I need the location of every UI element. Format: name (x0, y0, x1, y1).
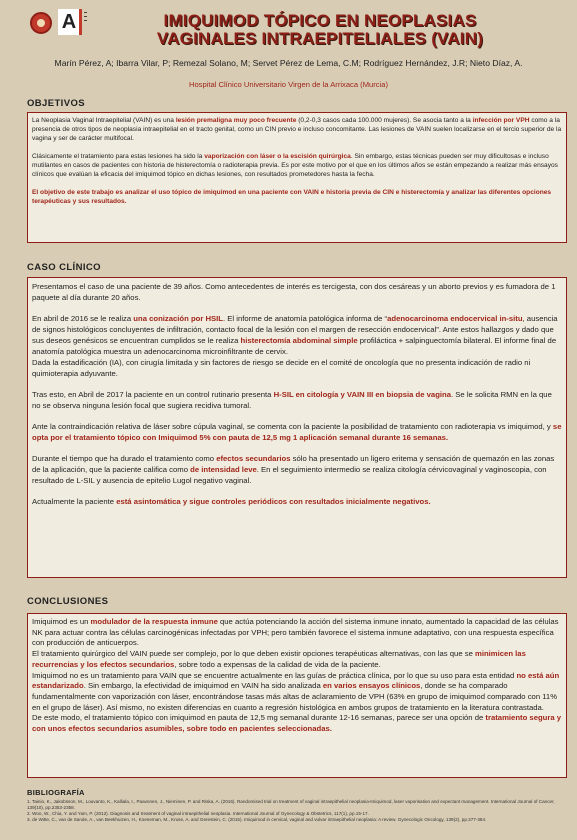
caso-paragraph (32, 357, 562, 379)
caso-paragraph (32, 389, 562, 411)
conclusiones-paragraph (32, 671, 562, 714)
text-run: El tratamiento quirúrgico del VAIN puede ser complejo, por lo que deben existir opciones terapéuticas alternativas, con las que se (32, 649, 475, 659)
poster-title-line1: IMIQUIMOD TÓPICO EN NEOPLASIAS (163, 11, 477, 30)
conclusiones-paragraph (32, 649, 562, 670)
highlighted-text: lesión premaligna muy poco frecuente (175, 117, 297, 124)
conclusiones-paragraph (32, 713, 562, 734)
highlighted-text: vaporización con láser o la escisión quirúrgica (204, 153, 351, 160)
text-run: . Sin embargo, estas técnicas pueden ser muy dificultosas e incluso mutilantes en casos de pacientes con historia de histerectomía o radioterapia previa. Es por este motivo por el que en los últimos años se están empezando a realizar más ensayos clínicos que evalúan la eficacia del imiquimod tópico en dichas lesiones, con resultados prometedores hasta la fecha. (32, 153, 558, 178)
text-run: Ante la contraindicación relativa de láser sobre cúpula vaginal, se comenta con la paciente la posibilidad de tratamiento con radioterapia vs imiquimod, y (32, 422, 553, 431)
text-run: Durante el tiempo que ha durado el tratamiento como (32, 454, 217, 463)
highlighted-text: minimicen las recurrencias y los efectos secundarios (32, 649, 526, 669)
bibliografia-item: 1. Tainio, K., Jakobsson, M., Louvanto, K., Kalliala, I., Paavonen, J., Nieminen, P. and Riska, A. (2016). Randomised trial on treatment of vaginal intraepithelial neoplasia-Imiquimod, laser vaporisation and expectant management. International Journal of Cancer, 139(10), pp.2353-2358. (27, 799, 555, 810)
text-run: sólo ha presentado un ligero eritema y sensación de quemazón en las zonas de la aplicación, que la paciente califica como (32, 454, 555, 474)
highlighted-text: se opta por el tratamiento tópico con Imiquimod 5% con pauta de 12,5 mg 1 aplicación semanal durante 16 semanas. (32, 422, 562, 442)
highlighted-text: modulador de la respuesta inmune (90, 617, 218, 626)
bibliografia-list (27, 799, 567, 823)
caso-title: CASO CLÍNICO (27, 262, 101, 273)
text-run: Tras esto, en Abril de 2017 la paciente en un control rutinario presenta (32, 390, 274, 399)
text-run: Clásicamente el tratamiento para estas lesiones ha sido la (32, 153, 205, 160)
highlighted-text: H-SIL en citología y VAIN III en biopsia de vagina (273, 390, 452, 399)
conclusiones-box (27, 613, 567, 778)
text-run: profiláctica + salpinguectomía bilateral. El informe final de anatomía patológica muestra un adenocarcinoma microinfiltrante de cervix. (32, 336, 557, 356)
text-run: La Neoplasia Vaginal Intraepitelial (VAIN) es una (32, 117, 176, 124)
bibliografia-title: BIBLIOGRAFÍA (27, 788, 85, 797)
text-run: . Se le solicita RMN en la que no se observa ninguna lesión focal que sugiera recidiva tumoral. (32, 390, 552, 410)
text-run: Imiquimod no es un tratamiento para VAIN que se encuentre actualmente en las guías de práctica clínica, por lo que su uso para esta entidad (32, 670, 517, 680)
caso-paragraph (32, 496, 562, 507)
objetivos-paragraph (32, 188, 562, 206)
authors: Marín Pérez, A; Ibarra Vilar, P; Remezal Solano, M; Servet Pérez de Lema, C.M; Rodríguez Hernández, J.R; Nieto Díaz, A. (54, 58, 523, 68)
poster-title (110, 12, 530, 48)
text-run: . En el seguimiento intermedio se realiza citología cérvicovaginal y vaginoscopia, con resultado de L-SIL y ausencia de epitelio Lugol negativo vaginal. (32, 465, 547, 485)
bibliografia-item: 3. de Witte, C., van de Sande, A., van Beekhuizen, H., Koeneman, M., Kruse, A. and Gerestein, C. (2015). Imiquimod in cervical, vaginal and vulvar intraepithelial neoplasia: A review. Gynecologic Oncology, 139(2), pp.377-384. (27, 816, 487, 822)
caso-paragraph (32, 313, 562, 357)
highlighted-text: no está aún estandarizado (32, 670, 560, 691)
text-run: Dada la estadificación (IA), con cirugía limitada y sin factores de riesgo se decide en el comité de oncología que no presenta indicación de radio ni quimioterapia adyuvante. (32, 358, 531, 378)
caso-box (27, 277, 567, 578)
highlighted-text: histerectomía abdominal simple (240, 336, 358, 345)
highlighted-text: de intensidad leve (190, 465, 257, 474)
text-run: En abril de 2016 se le realiza (32, 314, 134, 323)
text-run: , ausencia de signos histológicos concluyentes de infiltración, contacto focal de la lesión con el margen de resección endocervical”. Ante estos hallazgos y dado que sus deseos genésicos se encuentran cumplidos se le realiza (32, 314, 558, 345)
objetivos-box (27, 112, 567, 243)
objetivos-paragraph (32, 152, 562, 179)
poster-title-line2: VAGINALES INTRAEPITELIALES (VAIN) (156, 29, 484, 48)
text-run: (0,2-0,3 casos cada 100.000 mujeres). Se asocia tanto a la (296, 117, 473, 124)
objetivos-paragraph (32, 116, 562, 143)
text-run: , donde se ha comparado fundamentalmente con vaporización con láser, encontrándose tasas más altas de aclaramiento de VPH (63% en grupo de imiquimod comparado con 11% en el grupo de láser). Así mismo, no existen diferencias en cuanto a regresión histológica en ambos grupos de tratamiento en la literatura contrastada. (32, 681, 558, 712)
caso-paragraph (32, 421, 562, 443)
hospital-logo: A (58, 9, 80, 35)
hospital-logo-lines-icon: ▬ ▬ ▬ (84, 10, 87, 22)
text-run: como a la presencia de otros tipos de neoplasia intraepitelial en el tracto genital, como un CIN previo e incluso concomitante. Las lesiones de VAIN suelen localizarse en el tercio superior de la vagina y ser de carácter multifocal. (32, 117, 562, 142)
highlighted-text: una conización por HSIL (133, 314, 223, 323)
text-run: De este modo, el tratamiento tópico con imiquimod en pauta de 12,5 mg semanal durante 12-16 semanas, parece ser una opción de (32, 713, 486, 723)
bibliografia-item: 2. Woo, W., Chia, Y. and Yam, P. (2012). Diagnosis and treatment of vaginal intraepithelial neoplasia. International Journal of Gynecology & Obstetrics, 117(1), pp.15-17. (27, 810, 369, 816)
highlighted-text: adenocarcinoma endocervical in-situ (387, 314, 523, 323)
text-run: , sobre todo a expensas de la calidad de vida de la paciente. (174, 659, 381, 669)
conclusiones-paragraph (32, 617, 562, 649)
text-run: . El informe de anatomía patológica informa de “ (223, 314, 388, 323)
highlighted-text: en varios ensayos clínicos (322, 681, 421, 691)
conclusiones-title: CONCLUSIONES (27, 596, 109, 607)
affiliation: Hospital Clínico Universitario Virgen de la Arrixaca (Murcia) (188, 80, 389, 89)
text-run: que actúa potenciando la acción del sistema inmune innato, aumentado la capacidad de las células NK para actuar contra las células carcinogénicas infectadas por VPH; pero también favorece el sistema inmune adaptativo, con una respuesta específica con producción de anticuerpos. (32, 617, 559, 648)
caso-paragraph (32, 281, 562, 303)
university-seal-icon (30, 12, 52, 34)
highlighted-text: está asintomática y sigue controles periódicos con resultados inicialmente negativos. (116, 497, 431, 506)
highlighted-text: tratamiento segura y con unos efectos secundarios asumibles, sobre todo en pacientes seleccionadas. (32, 713, 562, 734)
highlighted-text: El objetivo de este trabajo es analizar el uso tópico de imiquimod en una paciente con VAIN e historia previa de CIN e histerectomía y analizar las diferentes opciones terapéuticas y sus resultados. (32, 189, 552, 205)
text-run: Actualmente la paciente (32, 497, 117, 506)
text-run: Presentamos el caso de una paciente de 39 años. Como antecedentes de interés es tercigesta, con dos cesáreas y un aborto previos y es fumadora de 1 paquete al día durante 20 años. (32, 282, 556, 302)
text-run: . Sin embargo, la efectividad de imiquimod en VAIN ha sido analizada (83, 681, 323, 691)
text-run: Imiquimod es un (32, 617, 91, 626)
highlighted-text: infección por VPH (472, 117, 530, 124)
objetivos-title: OBJETIVOS (27, 98, 85, 109)
poster-header (0, 0, 577, 58)
caso-paragraph (32, 453, 562, 486)
highlighted-text: efectos secundarios (216, 454, 291, 463)
